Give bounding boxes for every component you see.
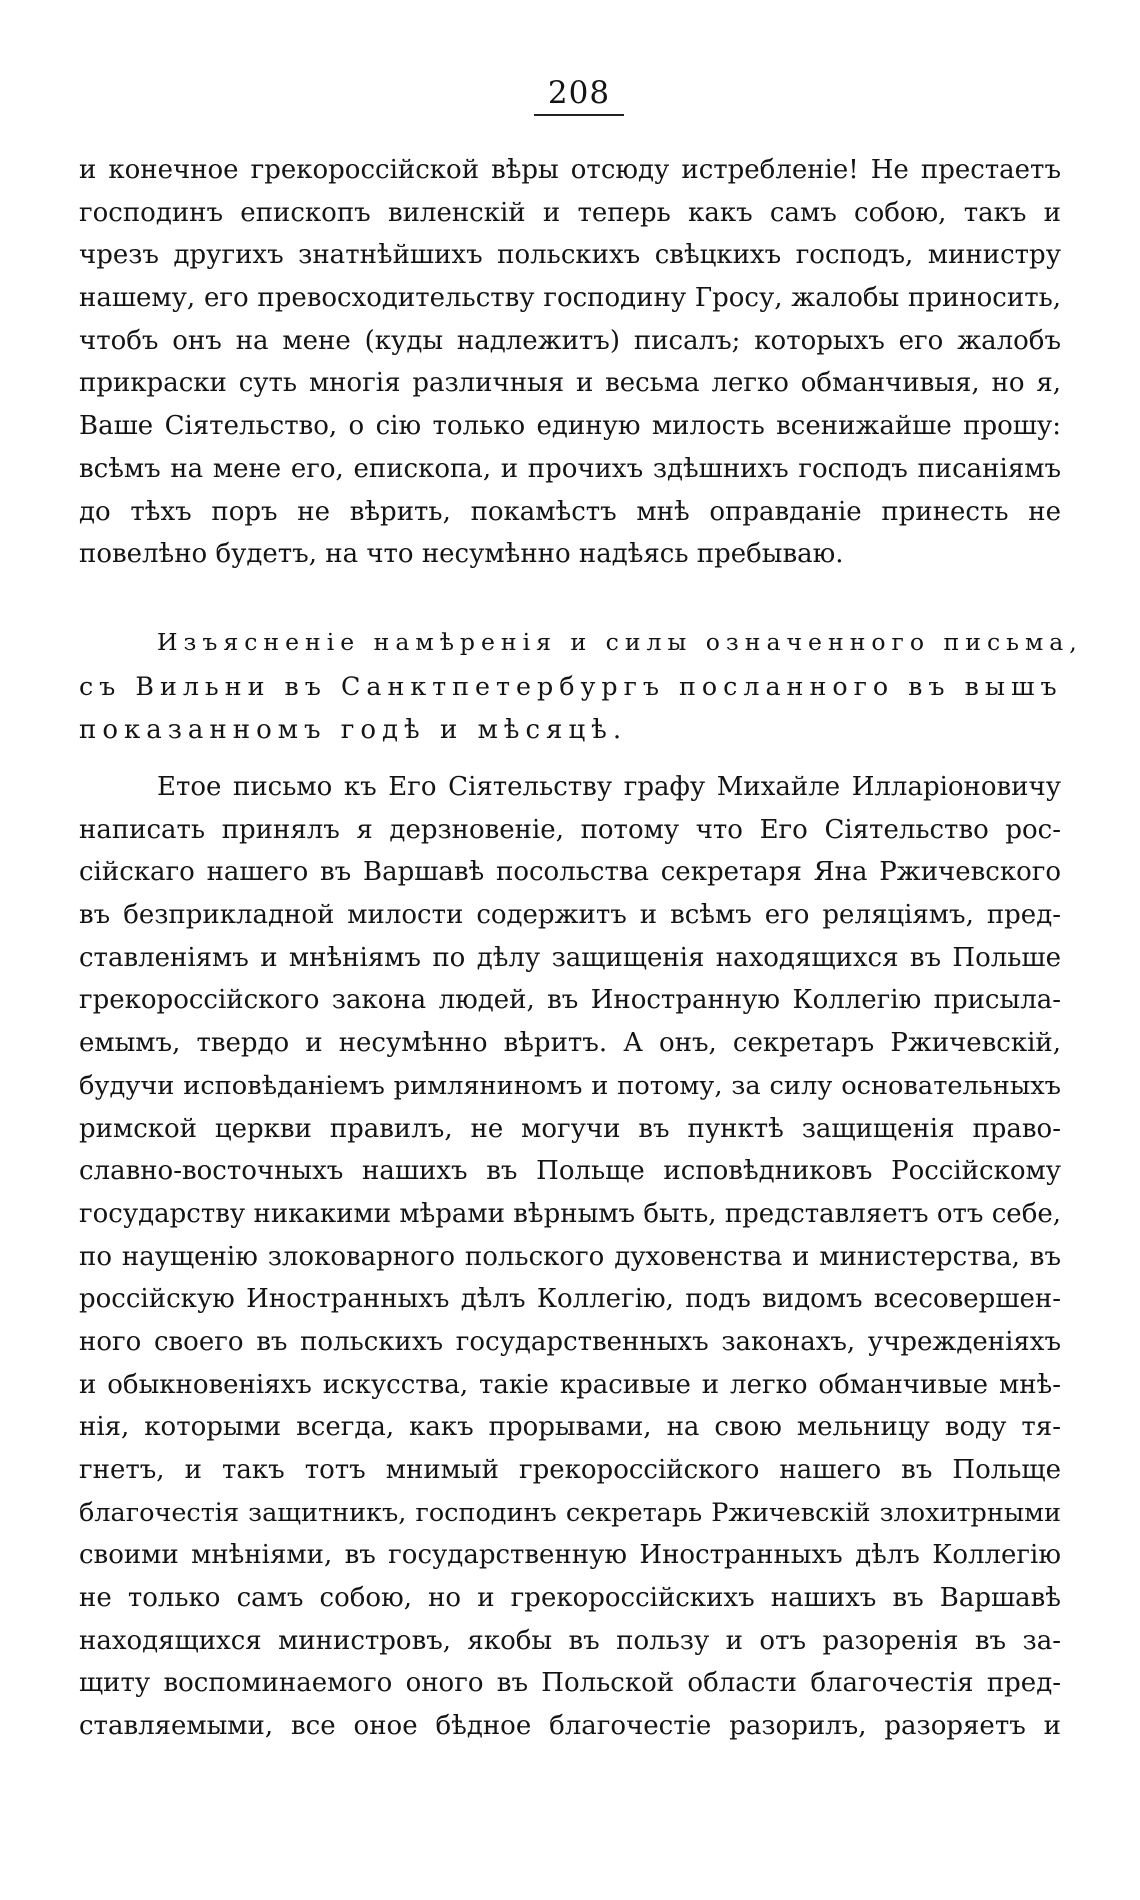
text-line: прикраски суть многія различныя и весьма легко обманчивыя, но я, [79,368,1061,399]
text-line: господинъ епископъ виленскій и теперь какъ самъ собою, такъ и [79,197,1061,228]
text-line: ставляемыми, все оное бѣдное благочестіе разорилъ, разоряетъ и [79,1711,1061,1742]
text-line: нашему, его превосходительству господину Гросу, жалобы приносить, [79,283,1061,314]
section-heading [79,620,1083,752]
text-line: въ безприкладной милости содержитъ и всѣмъ его реляціямъ, пред- [79,900,1061,931]
text-line: находящихся министровъ, якобы въ пользу и отъ разоренія въ за- [79,1625,1061,1656]
text-line: нія, которыми всегда, какъ прорывами, на свою мельницу воду тя- [79,1412,1061,1443]
text-line: грекороссійского закона людей, въ Иностранную Коллегію присыла- [79,985,1061,1016]
text-line: благочестія защитникъ, господинъ секретарь Ржичевскій злохитрными [79,1497,1061,1528]
heading-line: съ Вильни въ Санктпетербургъ посланного въ вышъ [79,671,1063,701]
text-line: гнетъ, и такъ тотъ мнимый грекороссійского нашего въ Польще [79,1455,1061,1485]
paragraph-explanation [79,766,1061,1748]
text-line: сійскаго нашего въ Варшавѣ посольства секретаря Яна Ржичевского [79,857,1061,888]
text-line: государству никакими мѣрами вѣрнымъ быть, представляетъ отъ себе, [79,1198,1061,1229]
text-line: и конечное грекороссійской вѣры отсюду истребленіе! Не престаетъ [79,155,1061,185]
text-line: Ваше Сіятельство, о сію только единую милость всенижайше прошу: [79,411,1061,442]
text-line: емымъ, твердо и несумѣнно вѣритъ. А онъ, секретаръ Ржичевскій, [79,1028,1061,1059]
text-line: чтобъ онъ на мене (куды надлежитъ) писалъ; которыхъ его жалобъ [79,325,1061,356]
text-line: ставленіямъ и мнѣніямъ по дѣлу защищенія находящихся въ Польше [79,942,1061,973]
text-line: и обыкновеніяхъ искусства, такіе красивые и легко обманчивые мнѣ- [79,1369,1061,1400]
page-number: 208 [534,72,624,116]
text-line: славно-восточныхъ нашихъ въ Польще исповѣдниковъ Россійскому [79,1156,1061,1187]
heading-line: Изъясненіе намѣренія и силы означенного письма, [157,628,1083,656]
text-line: по наущенію злоковарного польского духовенства и министерства, въ [79,1241,1061,1272]
text-line: щиту воспоминаемого оного въ Польской области благочестія пред- [79,1668,1061,1699]
text-line: написать принялъ я дерзновеніе, потому что Его Сіятельство рос- [79,814,1061,845]
paragraph-letter-ending [79,149,1061,576]
text-line: Етое письмо къ Его Сіятельству графу Михайле Илларіоновичу [157,772,1061,802]
text-line: чрезъ другихъ знатнѣйшихъ польскихъ свѣцкихъ господъ, министру [79,240,1061,271]
text-line: римской церкви правилъ, не могучи въ пунктѣ защищенія право- [79,1113,1061,1144]
text-line: будучи исповѣданіемъ римляниномъ и потому, за силу основательныхъ [79,1070,1061,1101]
text-line: своими мнѣніями, въ государственную Иностранныхъ дѣлъ Коллегію [79,1540,1061,1571]
heading-line: показанномъ годѣ и мѣсяцѣ. [79,715,628,745]
page-header [0,72,1140,116]
text-line: до тѣхъ поръ не вѣрить, покамѣстъ мнѣ оправданіе принесть не [79,496,1061,527]
text-line: россійскую Иностранныхъ дѣлъ Коллегію, подъ видомъ всесовершен- [79,1284,1061,1315]
text-line: ного своего въ польскихъ государственныхъ законахъ, учрежденіяхъ [79,1326,1061,1357]
text-line: не только самъ собою, но и грекороссійскихъ нашихъ въ Варшавѣ [79,1583,1061,1614]
text-line: всѣмъ на мене его, епископа, и прочихъ здѣшнихъ господъ писаніямъ [79,453,1061,484]
text-line: повелѣно будетъ, на что несумѣнно надѣясь пребываю. [79,539,844,570]
